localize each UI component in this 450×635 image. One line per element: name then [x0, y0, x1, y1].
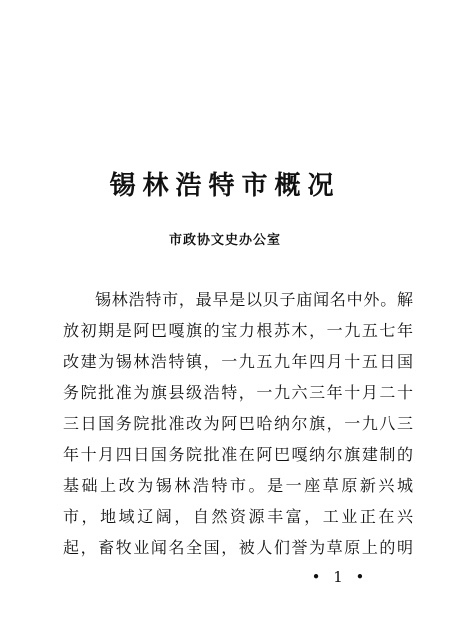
text-line: 基础上改为锡林浩特市。是一座草原新兴城 — [63, 476, 413, 495]
text-line: 年十月四日国务院批准在阿巴嘎纳尔旗建制的 — [63, 445, 413, 464]
page-number: • 1 • — [311, 568, 369, 586]
text-line: 放初期是阿巴嘎旗的宝力根苏木，一九五七年 — [63, 321, 413, 340]
text-line: 起，畜牧业闻名全国，被人们誉为草原上的明 — [63, 538, 413, 557]
body-text — [63, 284, 413, 563]
text-line: 改建为锡林浩特镇，一九五九年四月十五日国 — [63, 352, 413, 371]
text-line: 锡林浩特市，最早是以贝子庙闻名中外。解 — [95, 290, 413, 309]
text-line: 市，地域辽阔，自然资源丰富，工业正在兴 — [63, 507, 413, 526]
author-line: 市政协文史办公室 — [168, 233, 281, 248]
text-line: 务院批准为旗县级浩特，一九六三年十月二十 — [63, 383, 413, 402]
text-line: 三日国务院批准改为阿巴哈纳尔旗，一九八三 — [63, 414, 413, 433]
page-title: 锡林浩特市概况 — [109, 171, 341, 201]
